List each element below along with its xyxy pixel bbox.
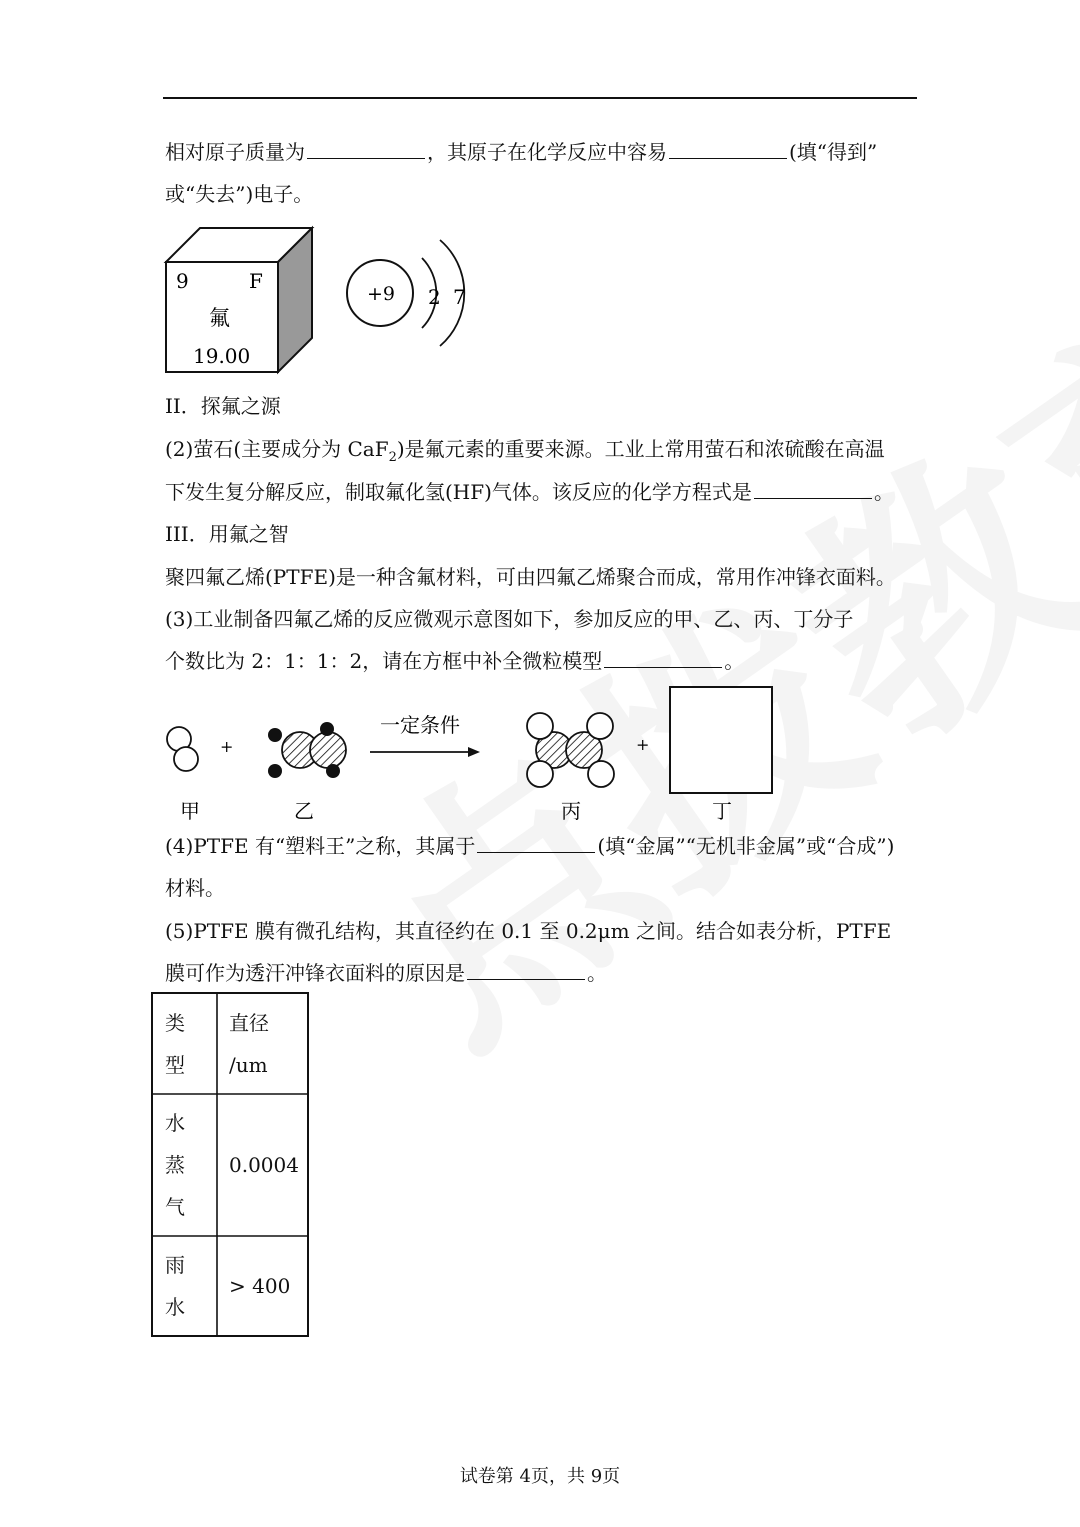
table-row2-diameter: > 400 — [229, 1274, 291, 1298]
molecule-yi — [268, 722, 346, 778]
element-mass: 19.00 — [193, 344, 251, 368]
q2-text-b: )是氟元素的重要来源。工业上常用萤石和浓硫酸在高温 — [396, 437, 885, 461]
q4-text-b: (填“金属”“无机非金属”或“合成”) — [597, 834, 895, 858]
q4-line1 — [165, 832, 894, 860]
q2-text-c: 下发生复分解反应，制取氟化氢(HF)气体。该反应的化学方程式是 — [165, 480, 752, 504]
q2-subscript: 2 — [388, 450, 397, 465]
element-number: 9 — [176, 269, 189, 293]
answer-box-ding[interactable] — [670, 687, 772, 793]
reaction-diagram — [160, 680, 790, 830]
reaction-arrow-head — [468, 747, 480, 757]
q2-text-a: (2)萤石(主要成分为 CaF — [165, 437, 389, 461]
q3-end: 。 — [724, 649, 745, 673]
q3-line2 — [165, 647, 744, 675]
table-row1-diameter: 0.0004 — [229, 1153, 299, 1177]
section2-title: II．探氟之源 — [165, 394, 281, 418]
q3-text: 个数比为 2：1：1：2，请在方框中补全微粒模型 — [165, 649, 603, 673]
q5-line2 — [165, 959, 607, 987]
q5-line1: (5)PTFE 膜有微孔结构，其直径约在 0.1 至 0.2μm 之间。结合如表分析，PTFE — [165, 919, 892, 943]
table-row1-type-2: 蒸 — [165, 1153, 185, 1177]
nucleus-charge: +9 — [367, 283, 396, 305]
q4-text-a: (4)PTFE 有“塑料王”之称，其属于 — [165, 834, 476, 858]
q2-line1 — [165, 435, 885, 472]
table-row1-type-3: 气 — [165, 1195, 185, 1219]
label-ding: 丁 — [712, 799, 732, 823]
q1-line2: 或“失去”)电子。 — [165, 182, 314, 206]
table-row2-type-2: 水 — [165, 1295, 185, 1319]
q1-text-b: ，其原子在化学反应中容易 — [427, 140, 667, 164]
q5-end: 。 — [587, 961, 607, 985]
answer-blank-electron[interactable] — [669, 138, 787, 159]
answer-blank-reason[interactable] — [467, 959, 585, 980]
reaction-condition: 一定条件 — [380, 713, 460, 737]
plus-sign-2: + — [636, 735, 650, 754]
answer-blank-model[interactable] — [604, 647, 722, 668]
q1-text-a: 相对原子质量为 — [165, 140, 305, 164]
table-header-diameter-2: /um — [229, 1053, 268, 1077]
q2-end: 。 — [873, 480, 894, 504]
label-yi: 乙 — [294, 799, 314, 823]
plus-sign-1: + — [220, 737, 234, 756]
table-header-type-2: 型 — [165, 1053, 185, 1077]
shell2-electrons: 7 — [453, 285, 466, 309]
q1-line1 — [165, 138, 877, 166]
label-bing: 丙 — [561, 799, 581, 823]
q1-text-c: (填“得到” — [789, 140, 878, 164]
q4-line2: 材料。 — [165, 876, 225, 900]
q3-line1: (3)工业制备四氟乙烯的反应微观示意图如下，参加反应的甲、乙、丙、丁分子 — [165, 607, 854, 631]
table-header-diameter-1: 直径 — [229, 1011, 269, 1035]
ptfe-intro: 聚四氟乙烯(PTFE)是一种含氟材料，可由四氟乙烯聚合而成，常用作冲锋衣面料。 — [165, 565, 896, 589]
answer-blank-mass[interactable] — [307, 138, 425, 159]
element-symbol: F — [249, 269, 263, 293]
element-figure — [160, 222, 480, 382]
table-header-type-1: 类 — [165, 1011, 185, 1035]
q2-line2 — [165, 478, 894, 506]
element-name: 氟 — [209, 306, 230, 330]
table-row1-type-1: 水 — [165, 1111, 185, 1135]
header-rule — [163, 97, 917, 99]
molecule-bing — [527, 713, 614, 787]
section3-title: III．用氟之智 — [165, 522, 289, 546]
q5-text: 膜可作为透汗冲锋衣面料的原因是 — [165, 961, 465, 985]
answer-blank-material[interactable] — [477, 832, 595, 853]
label-jia: 甲 — [180, 799, 200, 823]
molecule-jia — [167, 727, 198, 771]
page-footer: 试卷第 4页，共 9页 — [459, 1466, 621, 1487]
shell1-electrons: 2 — [428, 285, 441, 309]
answer-blank-equation[interactable] — [754, 478, 872, 499]
table-row2-type-1: 雨 — [165, 1253, 185, 1277]
